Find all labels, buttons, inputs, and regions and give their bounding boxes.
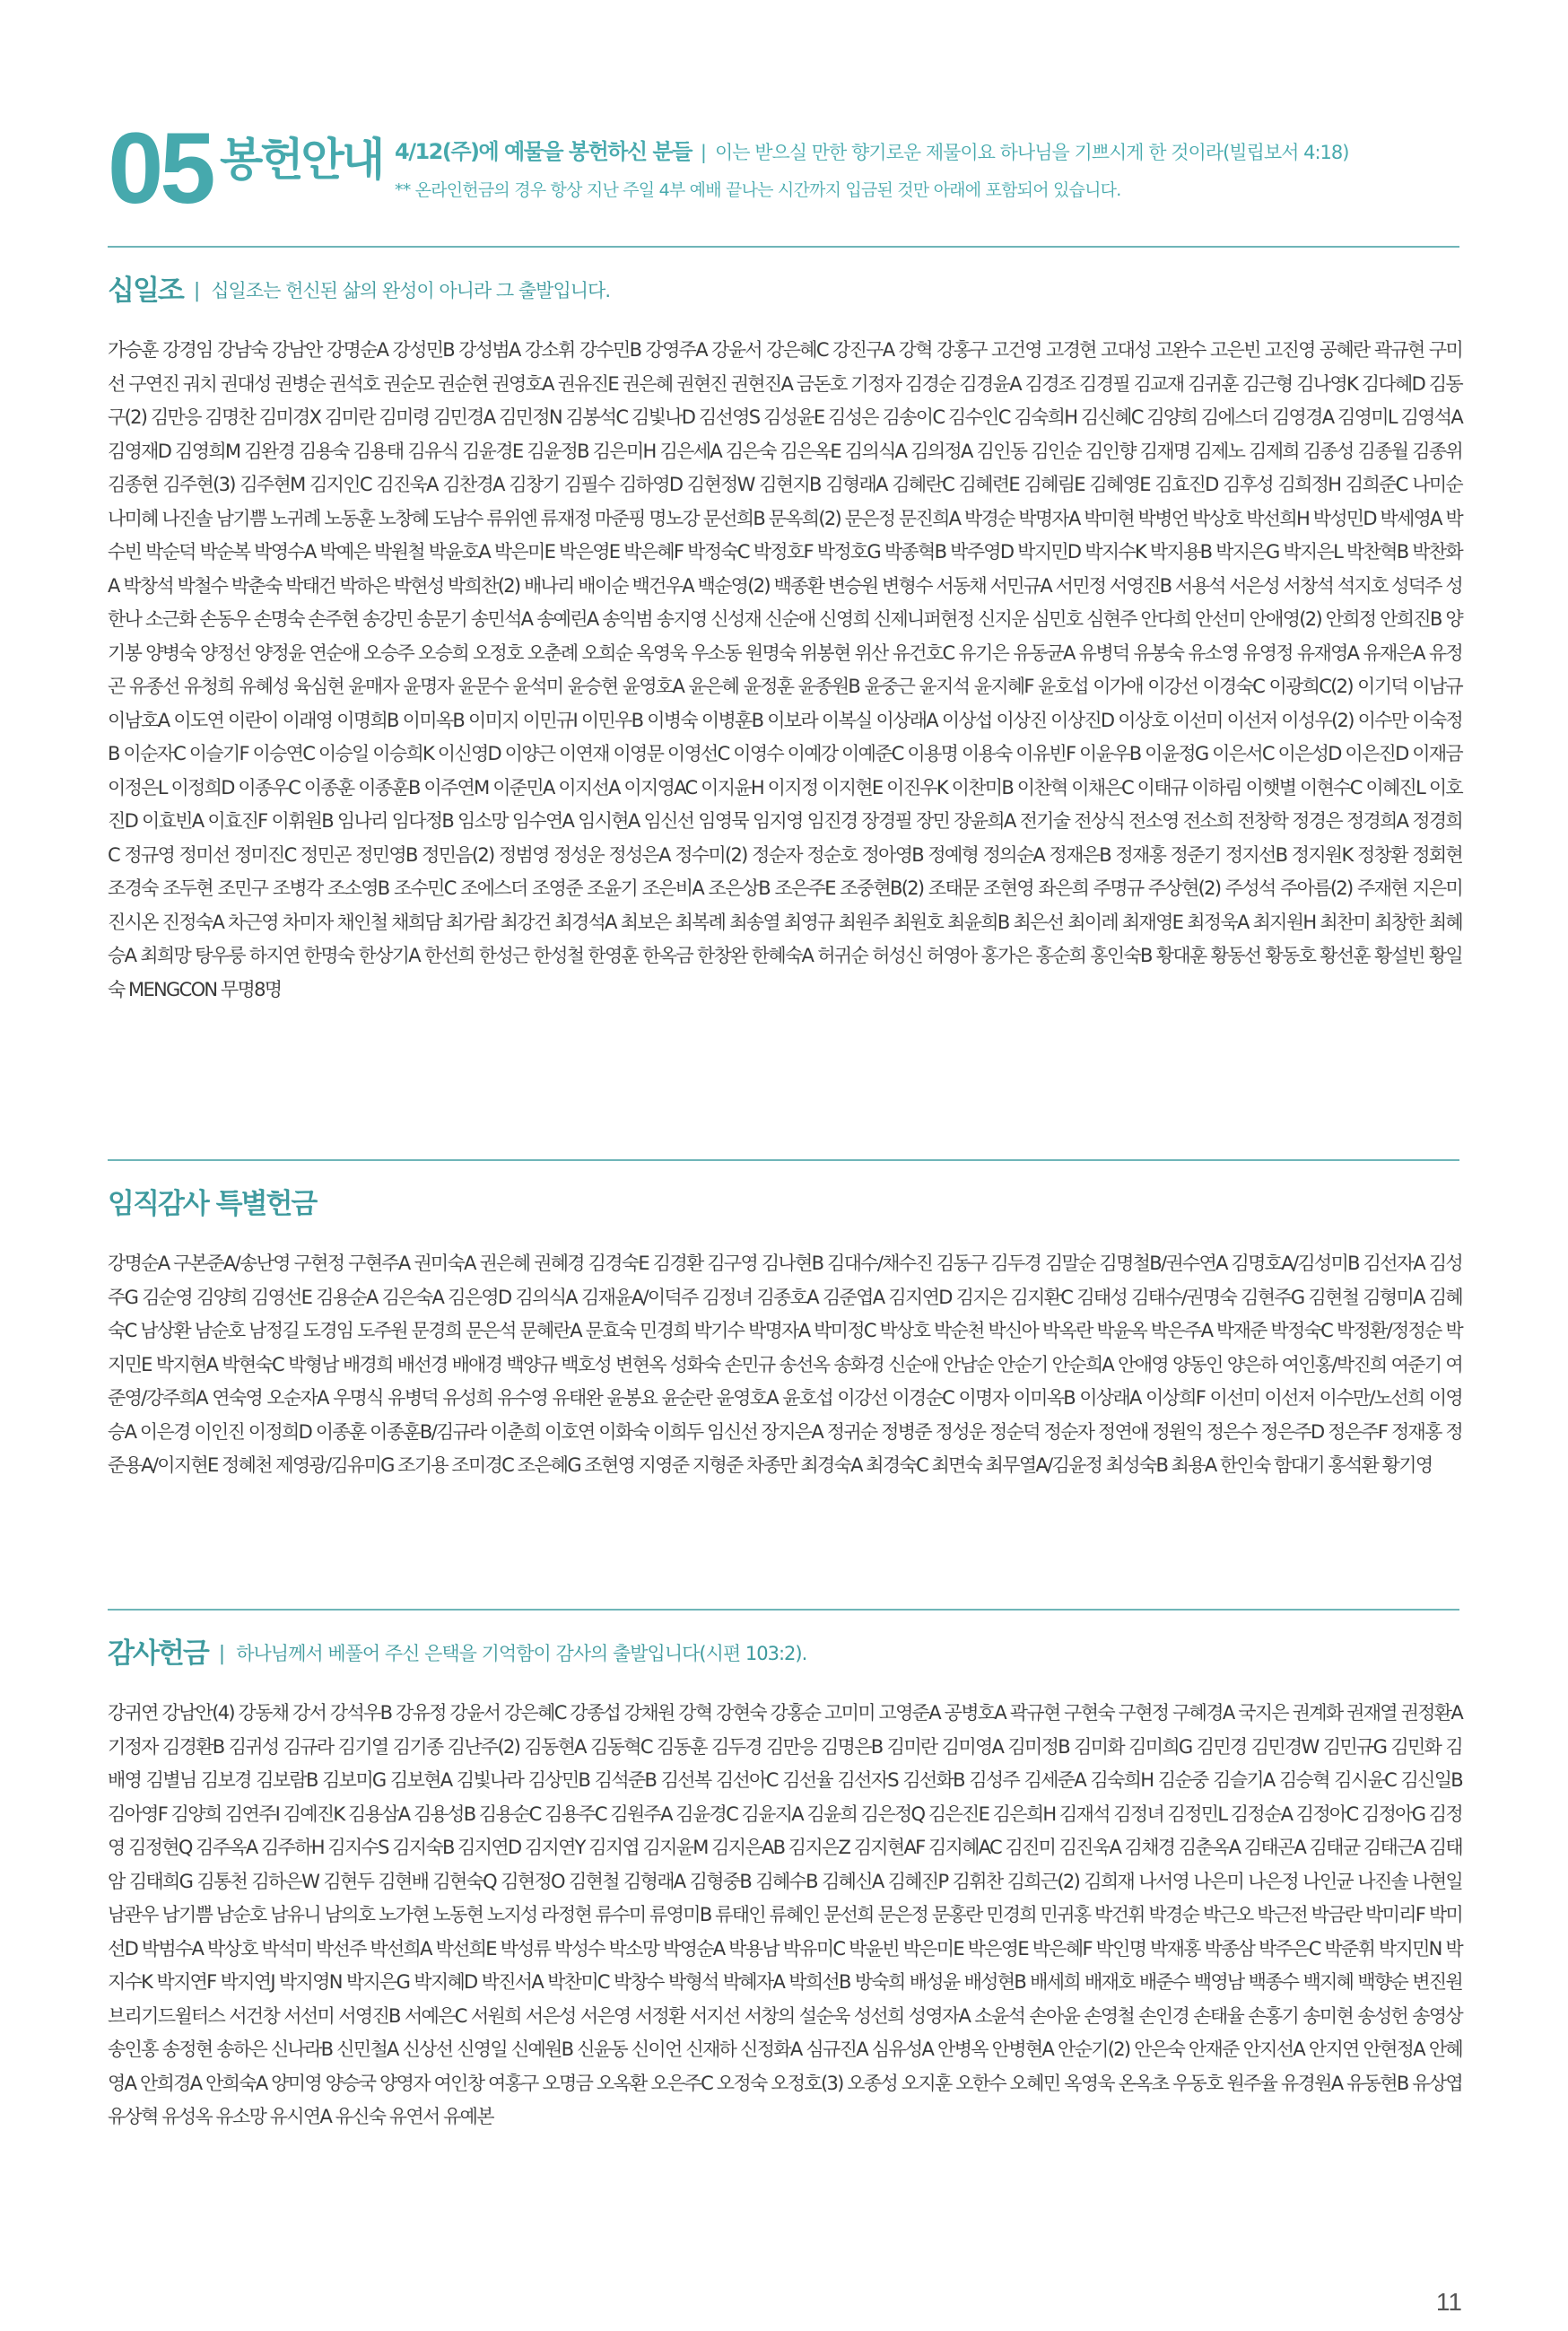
section-heading [108,1630,1462,1684]
donor-names: 강명순A 구본준A/송난영 구현정 구현주A 권미숙A 권은혜 권혜경 김경숙E 김경환 김구영 김나현B 김대수/채수진 김동구 김두경 김말순 김명철B/권수연A 김명호A/김성미B 김선자A 김성주G 김순영 김양희 김영선E 김용순A 김은숙A 김은영D 김의식A 김재윤A/이덕주 김정녀 김종호A 김준엽A 김지연D 김지은 김지환C 김태성 김태수/권명숙 김현주G 김현철 김형미A 김혜숙C 남상환 남순호 남정길 도경임 도주원 문경희 문은석 문혜란A 문효숙 민경희 박기수 박명자A 박미정C 박상호 박순천 박신아 박옥란 박윤옥 박은주A 박재준 박정숙C 박정환/정정순 박지민E 박지현A 박현숙C 박형남 배경희 배선경 배애경 백양규 백호성 변현옥 성화숙 손민규 송선옥 송화경 신순애 안남순 안순기 안순희A 안애영 양동인 양은하 여인홍/박진희 여준기 여준영/강주희A 연숙영 오순자A 우명식 유병덕 유성희 유수영 유태완 윤봉요 윤순란 윤영호A 윤호섭 이강선 이경순C 이명자 이미옥B 이상래A 이상희F 이선미 이선저 이수만/노선희 이영승A 이은경 이인진 이정희D 이종훈 이종훈B/김규라 이춘희 이호연 이화숙 이희두 임신선 장지은A 정귀순 정병준 정성운 정순덕 정순자 정연애 정원익 정은수 정은주D 정은주F 정재홍 정준용A/이지현E 정혜천 제영광/김유미G 조기용 조미경C 조은혜G 조현영 지영준 지형준 차종만 최경숙A 최경숙C 최면숙 최무열A/김윤정 최성숙B 최용A 한인숙 함대기 홍석환 황기영 [108,1253,1462,1476]
section-title: 봉헌안내 [220,134,383,186]
section-heading-separator: | [218,1643,226,1665]
section-heading-separator: | [193,280,201,302]
section-thanksgiving [108,1630,1462,2135]
header-line [395,138,1507,166]
section-heading [108,1181,1462,1235]
online-offering-note: ** 온라인헌금의 경우 항상 지난 주일 4부 예배 끝나는 시간까지 입금된 것만 아래에 포함되어 있습니다. [395,180,1121,200]
section-heading-description: 십일조는 헌신된 삶의 완성이 아니라 그 출발입니다. [211,280,610,301]
section-heading-title: 십일조 [108,275,183,307]
divider [108,246,1459,248]
page-number: 11 [1435,2288,1462,2316]
section-heading-description: 하나님께서 베풀어 주신 은택을 기억함이 감사의 출발입니다(시편 103:2). [236,1643,807,1664]
section-heading [108,267,1462,321]
section-tithe [108,267,1462,1007]
header-verse: 이는 받으실 만한 향기로운 제물이요 하나님을 기쁘시게 한 것이라(빌립보서 4:18) [714,142,1349,163]
page-header [108,112,1471,224]
donor-names: 강귀연 강남안(4) 강동채 강서 강석우B 강유정 강윤서 강은혜C 강종섭 강채원 강혁 강현숙 강홍순 고미미 고영준A 공병호A 곽규현 구현숙 구현정 구혜경A 국지은 권계화 권재열 권정환A 기정자 김경환B 김귀성 김규라 김기열 김기종 김난주(2) 김동현A 김동혁C 김동훈 김두경 김만응 김명은B 김미란 김미영A 김미정B 김미화 김미희G 김민경 김민경W 김민규G 김민화 김배영 김별님 김보경 김보람B 김보미G 김보현A 김빛나라 김상민B 김석준B 김선복 김선아C 김선율 김선자S 김선화B 김성주 김세준A 김숙희H 김순중 김슬기A 김승혁 김시윤C 김신일B 김아영F 김양희 김연주I 김예진K 김용삼A 김용성B 김용순C 김용주C 김원주A 김윤경C 김윤지A 김윤희 김은정Q 김은진E 김은희H 김재석 김정녀 김정민L 김정순A 김정아C 김정아G 김정영 김정현Q 김주옥A 김주하H 김지수S 김지숙B 김지연D 김지연Y 김지엽 김지윤M 김지은AB 김지은Z 김지현AF 김지혜AC 김진미 김진욱A 김채경 김춘옥A 김태곤A 김태균 김태근A 김태암 김태희G 김통천 김하은W 김현두 김현배 김현숙Q 김현정O 김현철 김형래A 김형중B 김혜수B 김혜신A 김혜진P 김휘찬 김희근(2) 김희재 나서영 나은미 나은정 나인균 나진솔 나현일 남관우 남기쁨 남순호 남유니 남의호 노가현 노동현 노지성 라정현 류수미 류영미B 류태인 류혜인 문선희 문은정 문홍란 민경희 민귀홍 박건휘 박경순 박근오 박근전 박금란 박미리F 박미선D 박범수A 박상호 박석미 박선주 박선희A 박선희E 박성류 박성수 박소망 박영순A 박용남 박유미C 박윤빈 박은미E 박은영E 박은혜F 박인명 박재홍 박종삼 박주은C 박준휘 박지민N 박지수K 박지연F 박지연J 박지영N 박지은G 박지혜D 박진서A 박찬미C 박창수 박형석 박혜자A 박희선B 방숙희 배성윤 배성현B 배세희 배재호 배준수 백영남 백종수 백지혜 백향순 변진원 브리기드윌터스 서건창 서선미 서영진B 서예은C 서원희 서은성 서은영 서정환 서지선 서창의 설순욱 성선희 성영자A 소윤석 손아윤 손영철 손인경 손태율 손홍기 송미현 송성헌 송영상 송인홍 송정현 송하은 신나라B 신민철A 신상선 신영일 신예원B 신윤동 신이언 신재하 신정화A 심규진A 심유성A 안병옥 안병현A 안순기(2) 안은숙 안재준 안지선A 안지연 안현정A 안혜영A 안희경A 안희숙A 양미영 양승국 양영자 여인창 여홍구 오명금 오옥환 오은주C 오정숙 오정호(3) 오종성 오지훈 오한수 오혜민 옥영욱 온옥초 우동호 원주율 유경원A 유동현B 유상엽 유상혁 유성옥 유소망 유시연A 유신숙 유연서 유예본 [108,1702,1462,2127]
section-ordination-thanks [108,1181,1462,1483]
section-number: 05 [108,112,213,224]
divider [108,1609,1459,1611]
section-heading-title: 임직감사 특별헌금 [108,1188,317,1220]
section-heading-title: 감사헌금 [108,1637,208,1670]
divider [108,1159,1459,1161]
donor-names: 가승훈 강경임 강남숙 강남안 강명순A 강성민B 강성범A 강소휘 강수민B 강영주A 강윤서 강은혜C 강진구A 강혁 강홍구 고건영 고경현 고대성 고완수 고은빈 고진영 공혜란 곽규현 구미선 구연진 궈치 권대성 권병순 권석호 권순모 권순현 권영호A 권유진E 권은혜 권현진 권현진A 금돈호 기정자 김경순 김경윤A 김경조 김경필 김교재 김귀훈 김근형 김나영K 김다혜D 김동구(2) 김만응 김명찬 김미경X 김미란 김미령 김민경A 김민정N 김봉석C 김빛나D 김선영S 김성윤E 김성은 김송이C 김수인C 김숙희H 김신혜C 김양희 김에스더 김영경A 김영미L 김영석A 김영재D 김영희M 김완경 김용숙 김용태 김유식 김윤경E 김윤정B 김은미H 김은세A 김은숙 김은옥E 김의식A 김의정A 김인동 김인순 김인향 김재명 김제노 김제희 김종성 김종월 김종위 김종현 김주현(3) 김주현M 김지인C 김진욱A 김찬경A 김창기 김필수 김하영D 김현정W 김현지B 김형래A 김혜란C 김혜련E 김혜림E 김혜영E 김효진D 김후성 김희정H 김희준C 나미순 나미혜 나진솔 남기쁨 노귀례 노동훈 노창혜 도남수 류위엔 류재정 마준핑 명노강 문선희B 문옥희(2) 문은정 문진희A 박경순 박명자A 박미현 박병언 박상호 박선희H 박성민D 박세영A 박수빈 박순덕 박순복 박영수A 박예은 박원철 박윤호A 박은미E 박은영E 박은혜F 박정숙C 박정호F 박정호G 박종혁B 박주영D 박지민D 박지수K 박지용B 박지은G 박지은L 박찬혁B 박찬화A 박창석 박철수 박춘숙 박태건 박하은 박현성 박희찬(2) 배나리 배이순 백건우A 백순영(2) 백종환 변승원 변형수 서동채 서민규A 서민정 서영진B 서용석 서은성 서창석 석지호 성덕주 성한나 소근화 손동우 손명숙 손주현 송강민 송문기 송민석A 송예린A 송익범 송지영 신성재 신순애 신영희 신제니퍼현정 신지운 심민호 심현주 안다희 안선미 안애영(2) 안희정 안희진B 양기봉 양병숙 양정선 양정윤 연순애 오승주 오승희 오정호 오춘례 오희순 옥영욱 우소동 원명숙 위봉현 위산 유건호C 유기은 유동균A 유병덕 유봉숙 유소영 유영정 유재영A 유재은A 유정곤 유종선 유청희 유혜성 육심현 윤매자 윤명자 윤문수 윤석미 윤승현 윤영호A 윤은혜 윤정훈 윤종원B 윤중근 윤지석 윤지혜F 윤호섭 이가애 이강선 이경숙C 이광희C(2) 이기덕 이남규 이남호A 이도연 이란이 이래영 이명희B 이미옥B 이미지 이민규I 이민우B 이병숙 이병훈B 이보라 이복실 이상래A 이상섭 이상진 이상진D 이상호 이선미 이선저 이성우(2) 이수만 이숙정B 이순자C 이슬기F 이승연C 이승일 이승희K 이신영D 이양근 이연재 이영문 이영선C 이영수 이예강 이예준C 이용명 이용숙 이유빈F 이윤우B 이윤정G 이은서C 이은성D 이은진D 이재금 이정은L 이정희D 이종우C 이종훈 이종훈B 이주연M 이준민A 이지선A 이지영AC 이지윤H 이지정 이지현E 이진우K 이찬미B 이찬혁 이채은C 이태규 이하림 이햇별 이현수C 이혜진L 이호진D 이효빈A 이효진F 이휘원B 임나리 임다정B 임소망 임수연A 임시현A 임신선 임영묵 임지영 임진경 장경필 장민 장윤희A 전기술 전상식 전소영 전소희 전창학 정경은 정경희A 정경희C 정규영 정미선 정미진C 정민곤 정민영B 정민음(2) 정범영 정성운 정성은A 정수미(2) 정순자 정순호 정아영B 정예형 정의순A 정재은B 정재홍 정준기 정지선B 정지원K 정창환 정회현 조경숙 조두현 조민구 조병각 조소영B 조수민C 조에스더 조영준 조윤기 조은비A 조은상B 조은주E 조중현B(2) 조태문 조현영 좌은희 주명규 주상현(2) 주성석 주아름(2) 주재현 지은미 진시온 진정숙A 차근영 차미자 채인철 채희담 최가람 최강건 최경석A 최보은 최복례 최송열 최영규 최원주 최원호 최윤희B 최은선 최이레 최재영E 최정욱A 최지원H 최찬미 최창한 최혜승A 최희망 탕우룽 하지연 한명숙 한상기A 한선희 한성근 한성철 한영훈 한옥금 한창완 한혜숙A 허귀순 허성신 허영아 홍가은 홍순희 홍인숙B 황대훈 황동선 황동호 황선훈 황설빈 황일숙 MENGCON 무명8명 [108,339,1462,1000]
header-headline: 4/12(주)에 예물을 봉헌하신 분들 [395,139,692,164]
header-separator: | [700,142,706,163]
